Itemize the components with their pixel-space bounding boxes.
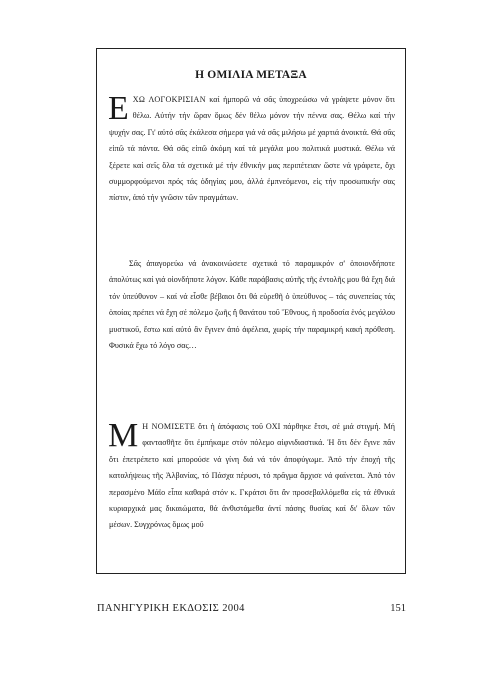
paragraph-2: Σᾶς ἀπαγορεύω νά ἀνακοινώσετε σχετικά τό παραμικρόν σ' ὁποιονδήποτε ἀπολύτως καί γιά οἱονδήποτε λόγον. Κάθε παράβασις αὐτῆς τῆς ἐντολῆς μου θά ἔχη διά τόν ὑπεύθυνον – καί νά εἶσθε βέβαιοι ὅτι θά εὑρεθῆ ὁ ὑπεύθυνος – τάς συνεπείας τάς ὁποίας πρέπει νά ἔχη σέ πόλεμο ζωῆς ἢ θανάτου τοῦ Ἔθνους, ἡ προδοσία ἑνός μεγάλου μυστικοῦ, ἔστω καί αὐτό ἂν ἔγινεν ἀπό ἀφέλεια, χωρίς τήν παραμικρή κακή πρόθεση. Φυσικά ἔχω τό λόγο σας… [109,259,395,351]
lead-in: Η ΝΟΜΙΣΕΤΕ [142,422,196,431]
publication-footer: ΠΑΝΗΓΥΡΙΚΗ ΕΚΔΟΣΙΣ 2004 [97,603,245,614]
page-number: 151 [390,603,406,614]
paragraph-1 [109,92,395,207]
paragraph-body: ὅτι ἡ ἀπόφασις τοῦ ΟΧΙ πάρθηκε ἔτσι, σέ μιά στιγμή. Μή φαντασθῆτε ὅτι ἐμπήκαμε στόν πόλεμο αἰφνιδιαστικά. Ἡ ὅτι δέν ἔγινε πᾶν ὅτι ἐπετρέπετο καί μπορούσε νά γίνη διά νά τόν ἀποφύγωμε. Ἀπό τήν ἐποχή τῆς καταλήψεως τῆς Ἀλβανίας, τό Πάσχα πέρυσι, τό πρᾶγμα ἄρχισε νά φαίνεται. Ἀπό τόν περασμένο Μάϊο εἶπα καθαρά στόν κ. Γκράτσι ὅτι ἂν προσεβαλλόμεθα εἰς τά ἐθνικά κυριαρχικά μας δικαιώματα, θά ἀνθιστάμεθα ἀντί πάσης θυσίας καί δι' ὅλων τῶν μέσων. Συγχρόνως ὅμως μοῦ [109,422,395,530]
lead-in: ΧΩ ΛΟΓΟΚΡΙΣΙΑΝ [132,95,206,104]
paragraph-3 [109,419,395,534]
drop-cap: Ε [108,90,129,127]
paragraph-body: καί ἠμπορῶ νά σᾶς ὑποχρεώσω νά γράψετε μόνον ὅτι θέλω. Αὐτήν τήν ὥραν ὅμως δέν θέλω μόνον τήν πέννα σας. Θέλω καί τήν ψυχήν σας. Γι' αὐτό σᾶς ἐκάλεσα σήμερα γιά νά σᾶς μιλήσω μέ χαρτιά ἀνοικτά. Θά σᾶς εἰπῶ τά πάντα. Θά σᾶς εἰπῶ ἀκόμη καί τά μεγάλα μου πολιτικά μυστικά. Θέλω νά ξέρετε καί σεῖς ὅλα τά σχετικά μέ τήν ἐθνικήν μας περιπέτειαν ὥστε νά γράφετε, ὄχι συμμορφούμενοι πρός τάς ὁδηγίας μου, ἀλλά ἐμπνεόμενοι, εἰς τήν προσωπικήν σας πίστιν, ἀπό τήν γνῶσιν τῶν πραγμάτων. [109,95,395,203]
article-title: Η ΟΜΙΛΙΑ ΜΕΤΑΞΑ [195,69,307,81]
drop-cap: Μ [108,417,139,454]
